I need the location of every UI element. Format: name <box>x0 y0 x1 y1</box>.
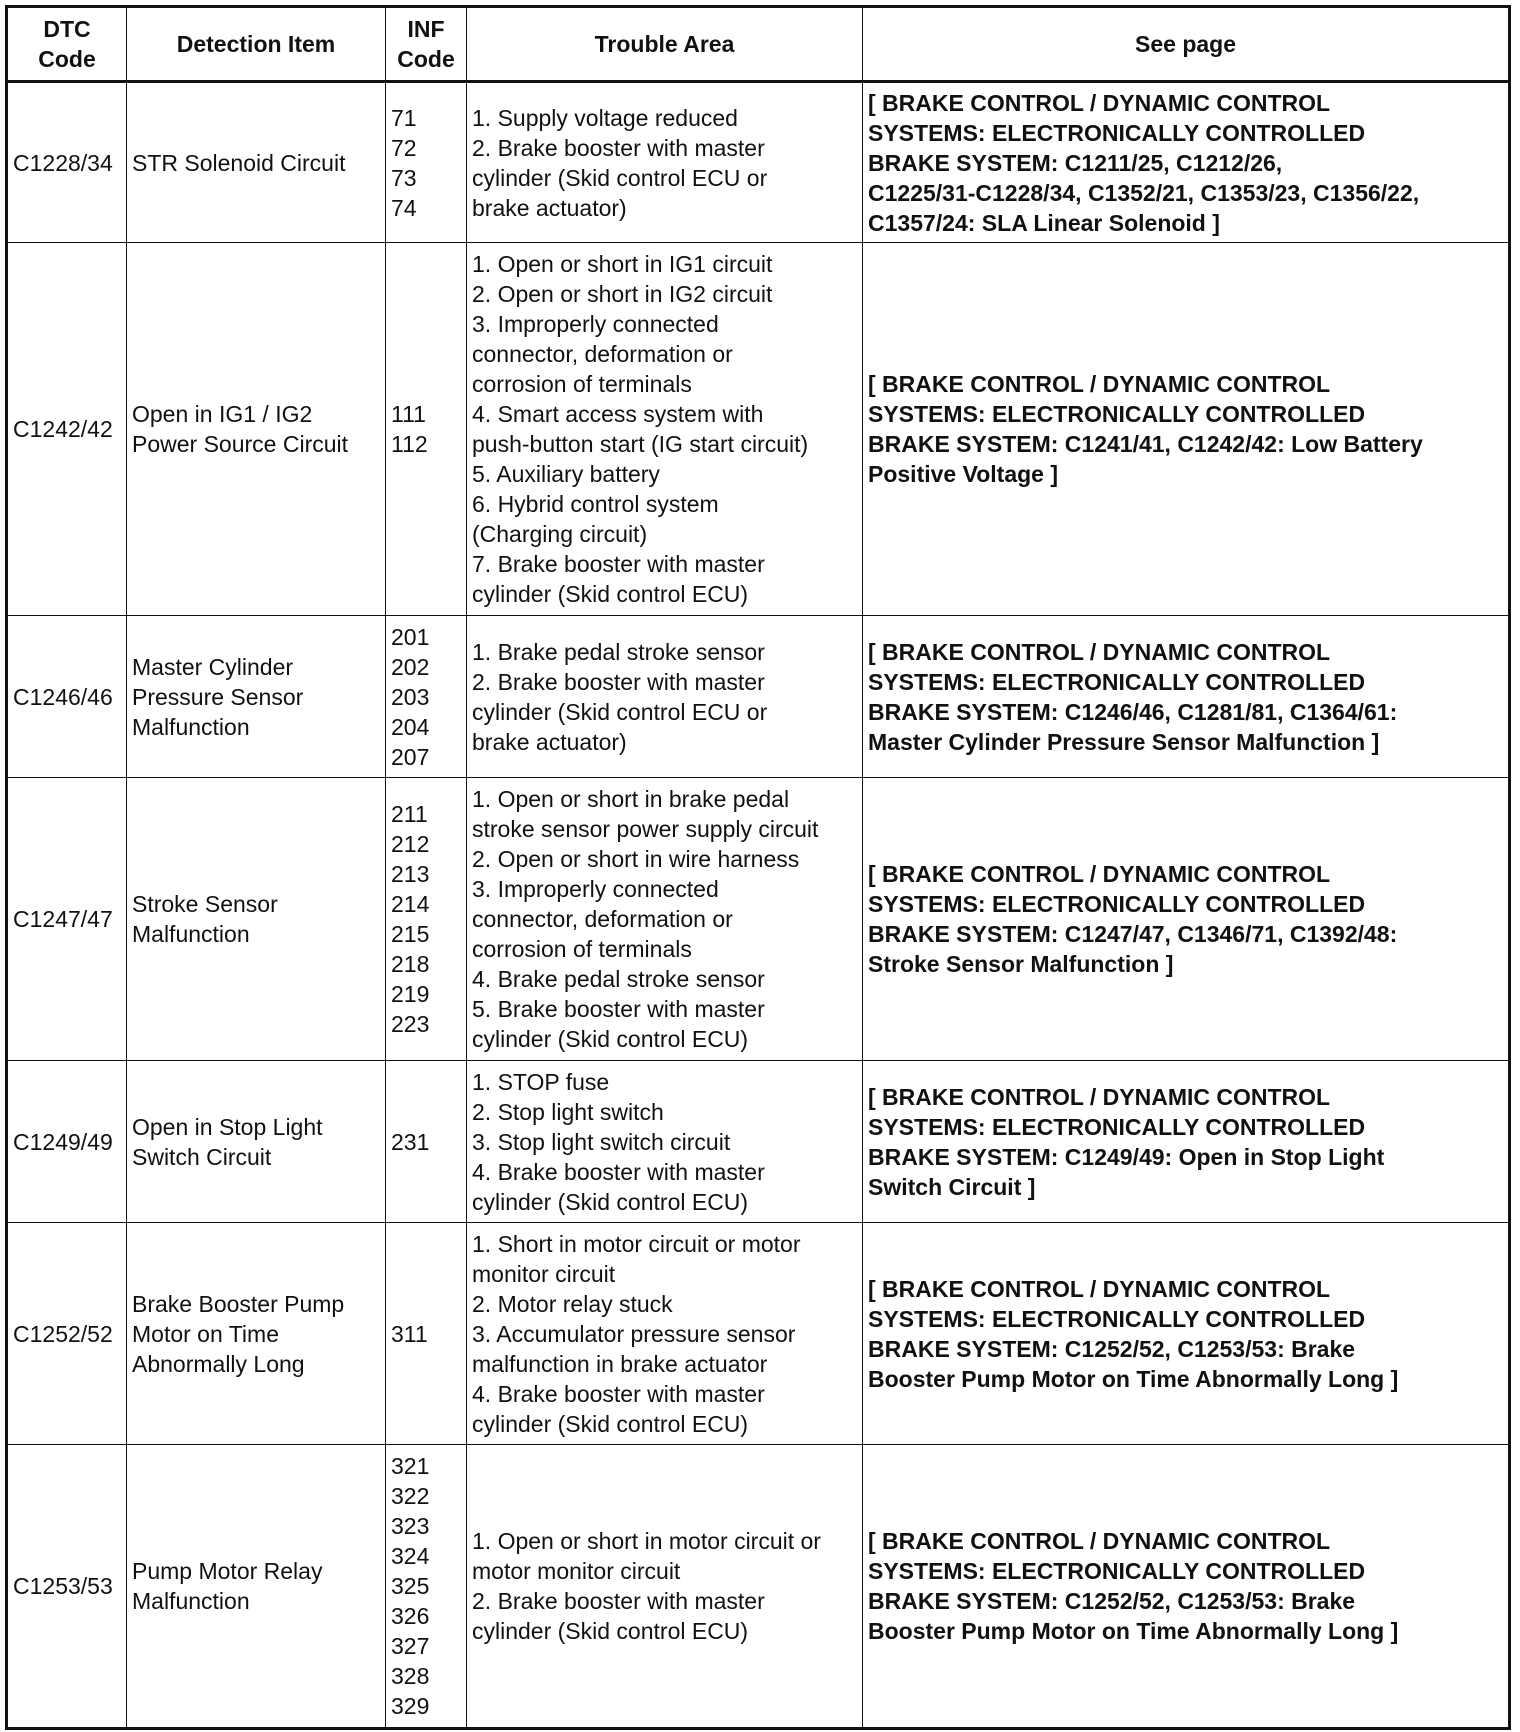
detection-item-cell: Open in IG1 / IG2 Power Source Circuit <box>127 243 386 616</box>
detection-item-cell: Stroke Sensor Malfunction <box>127 778 386 1061</box>
dtc-code-cell: C1252/52 <box>7 1223 127 1445</box>
header-dtc-code: DTC Code <box>7 7 127 82</box>
dtc-code-cell: C1246/46 <box>7 616 127 778</box>
see-page-cell: [ BRAKE CONTROL / DYNAMIC CONTROL SYSTEMS: ELECTRONICALLY CONTROLLED BRAKE SYSTEM: C1241/41, C1242/42: Low Battery Positive Voltage ] <box>863 243 1510 616</box>
trouble-area-cell: 1. Short in motor circuit or motor monitor circuit 2. Motor relay stuck 3. Accumulator pressure sensor malfunction in brake actuator 4. Brake booster with master cylinder (Skid control ECU) <box>467 1223 863 1445</box>
trouble-area-cell: 1. Brake pedal stroke sensor 2. Brake booster with master cylinder (Skid control ECU or brake actuator) <box>467 616 863 778</box>
detection-item-cell: Brake Booster Pump Motor on Time Abnormally Long <box>127 1223 386 1445</box>
table-row <box>7 1061 1510 1223</box>
dtc-code-cell: C1253/53 <box>7 1445 127 1729</box>
header-trouble-area: Trouble Area <box>467 7 863 82</box>
see-page-cell: [ BRAKE CONTROL / DYNAMIC CONTROL SYSTEMS: ELECTRONICALLY CONTROLLED BRAKE SYSTEM: C1211/25, C1212/26, C1225/31-C1228/34, C1352/21, C1353/23, C1356/22, C1357/24: SLA Linear Solenoid ] <box>863 82 1510 243</box>
trouble-area-cell: 1. Supply voltage reduced 2. Brake booster with master cylinder (Skid control ECU or brake actuator) <box>467 82 863 243</box>
detection-item-cell: Pump Motor Relay Malfunction <box>127 1445 386 1729</box>
table-row <box>7 1445 1510 1729</box>
see-page-cell: [ BRAKE CONTROL / DYNAMIC CONTROL SYSTEMS: ELECTRONICALLY CONTROLLED BRAKE SYSTEM: C1252/52, C1253/53: Brake Booster Pump Motor on Time Abnormally Long ] <box>863 1445 1510 1729</box>
detection-item-cell: Open in Stop Light Switch Circuit <box>127 1061 386 1223</box>
header-detection-item: Detection Item <box>127 7 386 82</box>
dtc-code-cell: C1242/42 <box>7 243 127 616</box>
inf-code-cell: 201 202 203 204 207 <box>386 616 467 778</box>
dtc-table <box>5 5 1511 1730</box>
table-row <box>7 243 1510 616</box>
header-inf-code: INF Code <box>386 7 467 82</box>
detection-item-cell: Master Cylinder Pressure Sensor Malfunction <box>127 616 386 778</box>
table-row <box>7 616 1510 778</box>
inf-code-cell: 71 72 73 74 <box>386 82 467 243</box>
inf-code-cell: 111 112 <box>386 243 467 616</box>
trouble-area-cell: 1. Open or short in motor circuit or motor monitor circuit 2. Brake booster with master cylinder (Skid control ECU) <box>467 1445 863 1729</box>
table-row <box>7 1223 1510 1445</box>
trouble-area-cell: 1. STOP fuse 2. Stop light switch 3. Stop light switch circuit 4. Brake booster with master cylinder (Skid control ECU) <box>467 1061 863 1223</box>
trouble-area-cell: 1. Open or short in brake pedal stroke sensor power supply circuit 2. Open or short in wire harness 3. Improperly connected connector, deformation or corrosion of terminals 4. Brake pedal stroke sensor 5. Brake booster with master cylinder (Skid control ECU) <box>467 778 863 1061</box>
header-row <box>7 7 1510 82</box>
see-page-cell: [ BRAKE CONTROL / DYNAMIC CONTROL SYSTEMS: ELECTRONICALLY CONTROLLED BRAKE SYSTEM: C1247/47, C1346/71, C1392/48: Stroke Sensor Malfunction ] <box>863 778 1510 1061</box>
header-see-page: See page <box>863 7 1510 82</box>
see-page-cell: [ BRAKE CONTROL / DYNAMIC CONTROL SYSTEMS: ELECTRONICALLY CONTROLLED BRAKE SYSTEM: C1246/46, C1281/81, C1364/61: Master Cylinder Pressure Sensor Malfunction ] <box>863 616 1510 778</box>
table-row <box>7 82 1510 243</box>
inf-code-cell: 321 322 323 324 325 326 327 328 329 <box>386 1445 467 1729</box>
see-page-cell: [ BRAKE CONTROL / DYNAMIC CONTROL SYSTEMS: ELECTRONICALLY CONTROLLED BRAKE SYSTEM: C1252/52, C1253/53: Brake Booster Pump Motor on Time Abnormally Long ] <box>863 1223 1510 1445</box>
table-row <box>7 778 1510 1061</box>
inf-code-cell: 231 <box>386 1061 467 1223</box>
inf-code-cell: 211 212 213 214 215 218 219 223 <box>386 778 467 1061</box>
dtc-code-cell: C1249/49 <box>7 1061 127 1223</box>
dtc-code-cell: C1228/34 <box>7 82 127 243</box>
see-page-cell: [ BRAKE CONTROL / DYNAMIC CONTROL SYSTEMS: ELECTRONICALLY CONTROLLED BRAKE SYSTEM: C1249/49: Open in Stop Light Switch Circuit ] <box>863 1061 1510 1223</box>
trouble-area-cell: 1. Open or short in IG1 circuit 2. Open or short in IG2 circuit 3. Improperly connected connector, deformation or corrosion of terminals 4. Smart access system with push-button start (IG start circuit) 5. Auxiliary battery 6. Hybrid control system (Charging circuit) 7. Brake booster with master cylinder (Skid control ECU) <box>467 243 863 616</box>
dtc-code-cell: C1247/47 <box>7 778 127 1061</box>
detection-item-cell: STR Solenoid Circuit <box>127 82 386 243</box>
inf-code-cell: 311 <box>386 1223 467 1445</box>
